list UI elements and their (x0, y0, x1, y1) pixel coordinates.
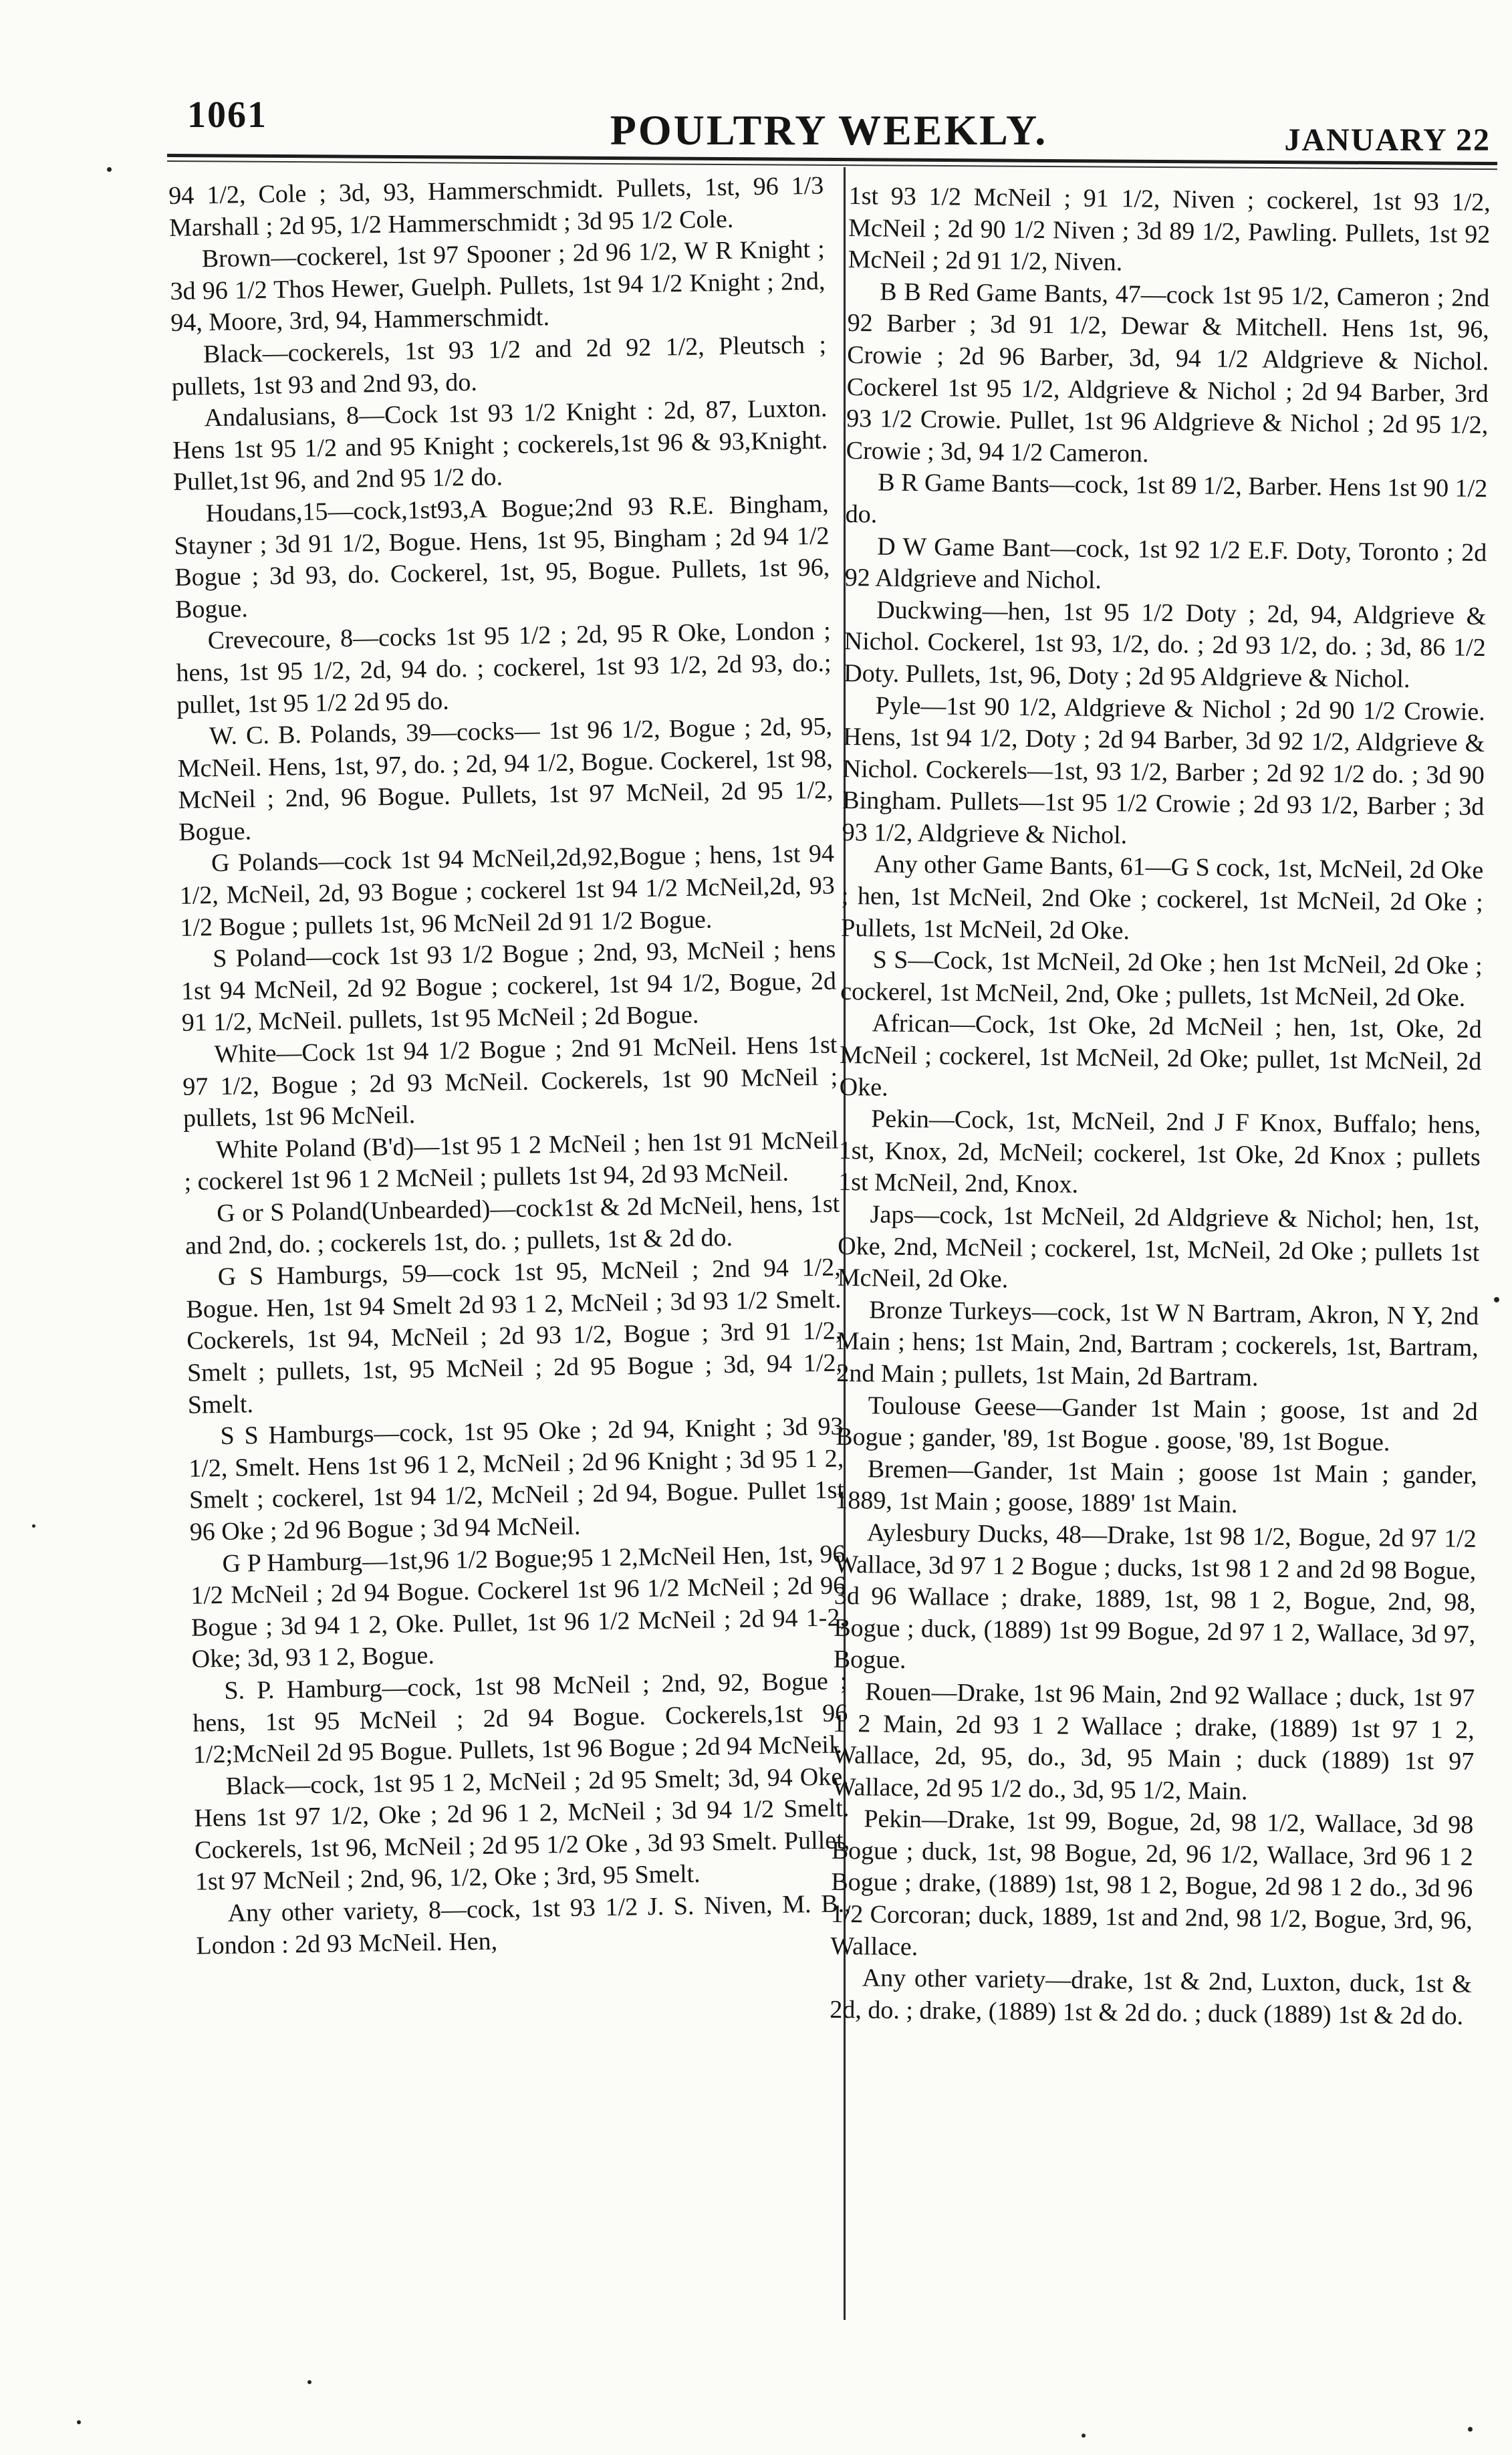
right-column (830, 181, 1491, 2032)
prize-entry: Pekin—Drake, 1st 99, Bogue, 2d, 98 1/2, Wallace, 3d 98 Bogue ; duck, 1st, 98 Bogue, 2d, 96 1/2, Wallace, 3rd 96 1 2 Bogue ; drake, (1889) 1st, 98 1 2, Bogue, 2d 98 1 2 do., 3d 96 1/2 Corcoran; duck, 1889, 1st and 2nd, 98 1/2, Bogue, 3rd, 96, Wallace. (830, 1804, 1474, 1961)
prize-entry: Rouen—Drake, 1st 96 Main, 2nd 92 Wallace ; duck, 1st 97 1 2 Main, 2d 93 1 2 Wallace ; drake, (1889) 1st 97 1 2, Wallace, 2d, 95, do., 3d, 95 Main ; duck (1889) 1st 97 Wallace, 2d 95 1/2 do., 3d, 95 1/2, Main. (832, 1677, 1475, 1806)
prize-entry: G P Hamburg—1st,96 1/2 Bogue;95 1 2,McNeil Hen, 1st, 96 1/2 McNeil ; 2d 94 Bogue. Cockerel 1st 96 1/2 McNeil ; 2d 96 Bogue ; 3d 94 1 2, Oke. Pullet, 1st 96 1/2 McNeil ; 2d 94 1-2, Oke; 3d, 93 1 2, Bogue. (190, 1539, 847, 1674)
page-number: 1061 (187, 94, 267, 136)
prize-entry: Any other variety—drake, 1st & 2nd, Luxton, duck, 1st & 2d, do. ; drake, (1889) 1st & 2d do. ; duck (1889) 1st & 2d do. (830, 1964, 1473, 2030)
prize-entry: B B Red Game Bants, 47—cock 1st 95 1/2, Cameron ; 2nd 92 Barber ; 3d 91 1/2, Dewar & Mitchell. Hens 1st, 96, Crowie ; 2d 96 Barber, 3d, 94 1/2 Aldgrieve & Nichol. Cockerel 1st 95 1/2, Aldgrieve & Nichol ; 2d 94 Barber, 3rd 93 1/2 Crowie. Pullet, 1st 96 Aldgrieve & Nichol ; 2d 95 1/2, Crowie ; 3d, 94 1/2 Cameron. (846, 277, 1490, 468)
scan-speck (32, 1524, 35, 1528)
prize-entry: D W Game Bant—cock, 1st 92 1/2 E.F. Doty, Toronto ; 2d 92 Aldgrieve and Nichol. (844, 532, 1487, 595)
prize-entry: S S Hamburgs—cock, 1st 95 Oke ; 2d 94, Knight ; 3d 93 1/2, Smelt. Hens 1st 96 1 2, McNeil ; 2d 96 Knight ; 3d 95 1 2, Smelt ; cockerel, 1st 94 1/2, McNeil ; 2d 94, Bogue. Pullet 1st 96 Oke ; 2d 96 Bogue ; 3d 94 McNeil. (188, 1412, 845, 1546)
scan-speck (1468, 2427, 1473, 2432)
prize-entry: Bronze Turkeys—cock, 1st W N Bartram, Akron, N Y, 2nd Main ; hens; 1st Main, 2nd, Bartram ; cockerels, 1st, Bartram, 2nd Main ; pullets, 1st Main, 2d Bartram. (836, 1296, 1479, 1392)
prize-entry: G S Hamburgs, 59—cock 1st 95, McNeil ; 2nd 94 1/2, Bogue. Hen, 1st 94 Smelt 2d 93 1 2, McNeil ; 3d 93 1/2 Smelt. Cockerels, 1st 94, McNeil ; 2d 93 1/2, Bogue ; 3rd 91 1/2, Smelt ; pullets, 1st, 95 McNeil ; 2d 95 Bogue ; 3d, 94 1/2, Smelt. (186, 1253, 843, 1419)
prize-entry: Black—cock, 1st 95 1 2, McNeil ; 2d 95 Smelt; 3d, 94 Oke. Hens 1st 97 1/2, Oke ; 2d 96 1 2, McNeil ; 3d 94 1/2 Smelt. Cockerels, 1st 96, McNeil ; 2d 95 1/2 Oke , 3d 93 Smelt. Pullet, 1st 97 McNeil ; 2nd, 96, 1/2, Oke ; 3rd, 95 Smelt. (194, 1762, 850, 1897)
prize-entry: Brown—cockerel, 1st 97 Spooner ; 2d 96 1/2, W R Knight ; 3d 96 1/2 Thos Hewer, Guelph. Pullets, 1st 94 1/2 Knight ; 2nd, 94, Moore, 3rd, 94, Hammerschmidt. (170, 235, 826, 338)
issue-date: JANUARY 22 (1284, 122, 1491, 158)
prize-entry: G Polands—cock 1st 94 McNeil,2d,92,Bogue ; hens, 1st 94 1/2, McNeil, 2d, 93 Bogue ; cockerel 1st 94 1/2 McNeil,2d, 93 1/2 Bogue ; pullets 1st, 96 McNeil 2d 91 1/2 Bogue. (179, 839, 836, 942)
prize-entry: S Poland—cock 1st 93 1/2 Bogue ; 2nd, 93, McNeil ; hens 1st 94 McNeil, 2d 92 Bogue ; cockerel, 1st 94 1/2, Bogue, 2d 91 1/2, McNeil. pullets, 1st 95 McNeil ; 2d Bogue. (180, 935, 837, 1038)
prize-entry: W. C. B. Polands, 39—cocks— 1st 96 1/2, Bogue ; 2d, 95, McNeil. Hens, 1st, 97, do. ; 2d, 94 1/2, Bogue. Cockerel, 1st 98, McNeil ; 2nd, 96 Bogue. Pullets, 1st 97 McNeil, 2d 95 1/2, Bogue. (177, 712, 834, 846)
prize-entry: Any other variety, 8—cock, 1st 93 1/2 J. S. Niven, M. B., London : 2d 93 McNeil. Hen, (196, 1889, 851, 1960)
scan-speck (77, 2420, 81, 2424)
scan-speck (307, 2380, 311, 2384)
prize-entry: Crevecoure, 8—cocks 1st 95 1/2 ; 2d, 95 R Oke, London ; hens, 1st 95 1/2, 2d, 94 do. ; cockerel, 1st 93 1/2, 2d 93, do.; pullet, 1st 95 1/2 2d 95 do. (176, 616, 832, 719)
prize-entry: Andalusians, 8—Cock 1st 93 1/2 Knight : 2d, 87, Luxton. Hens 1st 95 1/2 and 95 Knight ; cockerels,1st 96 & 93,Knight. Pullet,1st 96, and 2nd 95 1/2 do. (172, 394, 828, 497)
scan-speck (1082, 2434, 1086, 2438)
scan-speck (1494, 1297, 1499, 1302)
scan-speck (107, 167, 112, 172)
journal-title: POULTRY WEEKLY. (610, 106, 1048, 154)
prize-entry: Duckwing—hen, 1st 95 1/2 Doty ; 2d, 94, Aldgrieve & Nichol. Cockerel, 1st 93, 1/2, do. ; 2d 93 1/2, do. ; 3d, 86 1/2 Doty. Pullets, 1st, 96, Doty ; 2d 95 Aldgrieve & Nichol. (844, 596, 1487, 693)
prize-entry: Pyle—1st 90 1/2, Aldgrieve & Nichol ; 2d 90 1/2 Crowie. Hens, 1st 94 1/2, Doty ; 2d 94 Barber, 3d 92 1/2, Aldgrieve & Nichol. Cockerels—1st, 93 1/2, Barber ; 2d 92 1/2 do. ; 3d 90 Bingham. Pullets—1st 95 1/2 Crowie ; 2d 93 1/2, Barber ; 3d 93 1/2, Aldgrieve & Nichol. (842, 691, 1485, 850)
left-column (168, 170, 852, 1962)
prize-entry: Any other Game Bants, 61—G S cock, 1st, McNeil, 2d Oke ; hen, 1st McNeil, 2nd Oke ; cockerel, 1st McNeil, 2d Oke ; Pullets, 1st McNeil, 2d Oke. (841, 850, 1484, 945)
prize-entry: 94 1/2, Cole ; 3d, 93, Hammerschmidt. Pullets, 1st, 96 1/3 Marshall ; 2d 95, 1/2 Hammerschmidt ; 3d 95 1/2 Cole. (168, 171, 824, 242)
prize-entry: 1st 93 1/2 McNeil ; 91 1/2, Niven ; cockerel, 1st 93 1/2, McNeil ; 2d 90 1/2 Niven ; 3d 89 1/2, Pawling. Pullets, 1st 92 McNeil ; 2d 91 1/2, Niven. (848, 181, 1491, 277)
prize-entry: G or S Poland(Unbearded)—cock1st & 2d McNeil, hens, 1st and 2nd, do. ; cockerels 1st, do. ; pullets, 1st & 2d do. (184, 1189, 840, 1260)
prize-entry: Aylesbury Ducks, 48—Drake, 1st 98 1/2, Bogue, 2d 97 1/2 Wallace, 3d 97 1 2 Bogue ; ducks, 1st 98 1 2 and 2d 98 Bogue, 3d 96 Wallace ; drake, 1889, 1st, 98 1 2, Bogue, 2nd, 98, Bogue ; duck, (1889) 1st 99 Bogue, 2d 97 1 2, Wallace, 3d 97, Bogue. (833, 1518, 1477, 1675)
prize-entry: S. P. Hamburg—cock, 1st 98 McNeil ; 2nd, 92, Bogue ; hens, 1st 95 McNeil ; 2d 94 Bogue. Cockerels,1st 96 1/2;McNeil 2d 95 Bogue. Pullets, 1st 96 Bogue ; 2d 94 McNeil. (192, 1667, 848, 1769)
prize-entry: Bremen—Gander, 1st Main ; goose 1st Main ; gander, 1889, 1st Main ; goose, 1889' 1st Main. (835, 1455, 1477, 1519)
prize-entry: Japs—cock, 1st McNeil, 2d Aldgrieve & Nichol; hen, 1st, Oke, 2nd, McNeil ; cockerel, 1st, McNeil, 2d Oke ; pullets 1st McNeil, 2d Oke. (837, 1200, 1480, 1294)
prize-entry: Black—cockerels, 1st 93 1/2 and 2d 92 1/2, Pleutsch ; pullets, 1st 93 and 2nd 93, do. (171, 330, 827, 401)
prize-entry: African—Cock, 1st Oke, 2d McNeil ; hen, 1st, Oke, 2d McNeil ; cockerel, 1st McNeil, 2d Oke; pullet, 1st McNeil, 2d Oke. (839, 1009, 1482, 1102)
page-header (167, 80, 1491, 160)
prize-entry: Houdans,15—cock,1st93,A Bogue;2nd 93 R.E. Bingham, Stayner ; 3d 91 1/2, Bogue. Hens, 1st 95, Bingham ; 2d 94 1/2 Bogue ; 3d 93, do. Cockerel, 1st, 95, Bogue. Pullets, 1st 96, Bogue. (174, 489, 830, 624)
prize-entry: B R Game Bants—cock, 1st 89 1/2, Barber. Hens 1st 90 1/2 do. (845, 468, 1488, 529)
prize-entry: White Poland (B'd)—1st 95 1 2 McNeil ; hen 1st 91 McNeil ; cockerel 1st 96 1 2 McNeil ; pullets 1st 94, 2d 93 McNeil. (184, 1126, 839, 1197)
prize-entry: Toulouse Geese—Gander 1st Main ; goose, 1st and 2d Bogue ; gander, '89, 1st Bogue . goose, '89, 1st Bogue. (836, 1391, 1478, 1457)
prize-entry: White—Cock 1st 94 1/2 Bogue ; 2nd 91 McNeil. Hens 1st 97 1/2, Bogue ; 2d 93 McNeil. Cockerels, 1st 90 McNeil ; pullets, 1st 96 McNeil. (182, 1030, 838, 1133)
prize-entry: Pekin—Cock, 1st, McNeil, 2nd J F Knox, Buffalo; hens, 1st, Knox, 2d, McNeil; cockerel, 1st Oke, 2d Knox ; pullets 1st McNeil, 2nd, Knox. (838, 1104, 1481, 1199)
prize-entry: S S—Cock, 1st McNeil, 2d Oke ; hen 1st McNeil, 2d Oke ; cockerel, 1st McNeil, 2nd, Oke ; pullets, 1st McNeil, 2d Oke. (840, 945, 1483, 1012)
